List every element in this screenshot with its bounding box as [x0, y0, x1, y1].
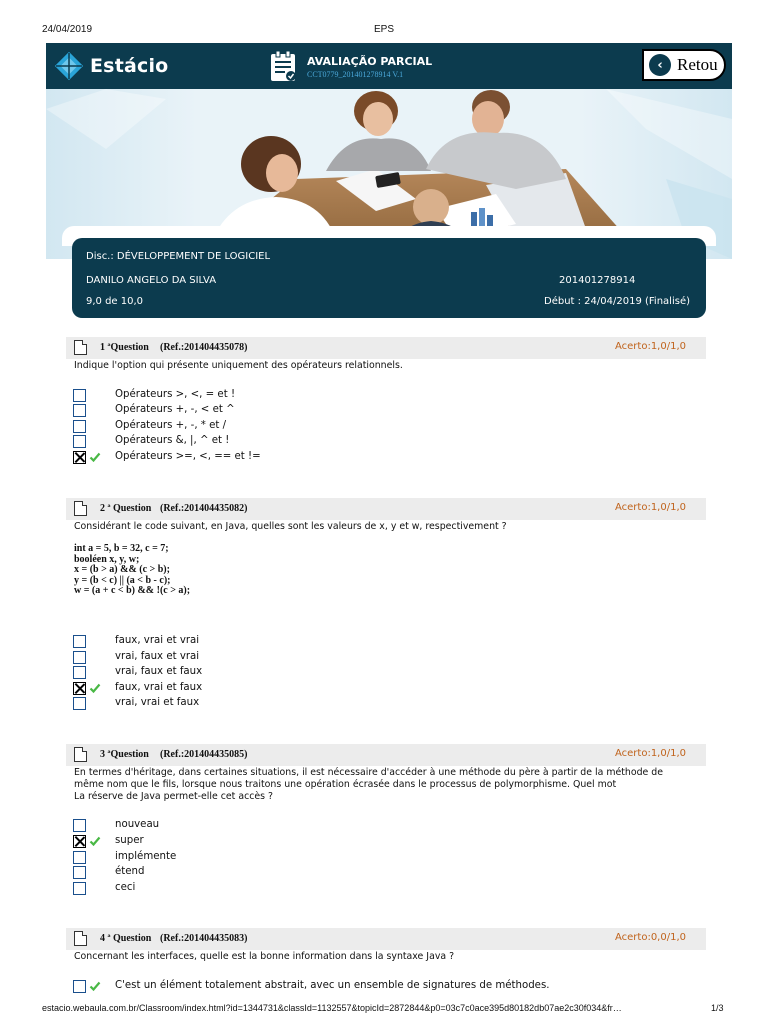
back-button[interactable] — [642, 49, 726, 81]
document-icon — [74, 340, 87, 355]
question-score: Acerto:1,0/1,0 — [614, 502, 686, 513]
evaluation-header — [268, 49, 432, 83]
answer-option[interactable] — [73, 866, 673, 880]
score: 9,0 de 10,0 — [86, 296, 144, 307]
option-checkbox[interactable] — [73, 851, 86, 864]
answer-option[interactable] — [73, 851, 673, 865]
estacio-logo-icon — [54, 51, 84, 81]
question-text-line: La réserve de Java permet-elle cet accès ? — [74, 791, 273, 802]
page-url: estacio.webaula.com.br/Classroom/index.html?id=1344731&classId=1132557&topicId=2872844&p0=03c7c0ace395d80182db07ae2c30f034&fr… — [42, 1003, 622, 1013]
option-checkbox[interactable] — [73, 866, 86, 879]
option-checkbox-checked[interactable] — [73, 451, 86, 464]
question-header — [66, 337, 706, 359]
option-text: Opérateurs +, -, * et / — [115, 420, 227, 431]
option-text: vrai, vrai et faux — [115, 697, 200, 708]
option-text: faux, vrai et faux — [115, 682, 203, 693]
answer-option[interactable] — [73, 697, 673, 711]
option-text: vrai, faux et vrai — [115, 651, 200, 662]
question-ref: (Ref.:201404435083) — [160, 933, 248, 944]
code-line: booléen x, y, w; — [74, 553, 140, 565]
question-text: Indique l'option qui présente uniquement des opérateurs relationnels. — [74, 360, 403, 371]
question-number: 4 ª Question — [100, 933, 152, 944]
discipline: Disc.: DÉVELOPPEMENT DE LOGICIEL — [86, 251, 271, 262]
code-snippet — [74, 544, 190, 597]
document-icon — [74, 747, 87, 762]
option-text: vrai, faux et faux — [115, 666, 203, 677]
question-ref: (Ref.:201404435085) — [160, 749, 248, 760]
option-text: Opérateurs +, -, < et ^ — [115, 404, 235, 415]
estacio-logo[interactable] — [54, 51, 168, 81]
answer-option[interactable] — [73, 666, 673, 680]
question-header — [66, 498, 706, 520]
option-checkbox[interactable] — [73, 980, 86, 993]
option-checkbox[interactable] — [73, 635, 86, 648]
answer-option[interactable] — [73, 420, 673, 434]
option-checkbox-checked[interactable] — [73, 835, 86, 848]
document-icon — [74, 931, 87, 946]
question-score: Acerto:0,0/1,0 — [614, 932, 686, 943]
checkmark-icon — [89, 451, 101, 463]
clipboard-check-icon — [268, 49, 298, 83]
question-text: Concernant les interfaces, quelle est la bonne information dans la syntaxe Java ? — [74, 951, 455, 962]
student-id: 201401278914 — [559, 275, 636, 286]
option-text: ceci — [115, 882, 136, 893]
question-text — [74, 767, 704, 803]
option-checkbox[interactable] — [73, 882, 86, 895]
question-number: 2 ª Question — [100, 503, 152, 514]
checkmark-icon — [89, 980, 101, 992]
code-line: x = (b > a) && (c > b); — [74, 564, 170, 575]
code-line: int a = 5, b = 32, c = 7; — [74, 543, 169, 554]
chevron-left-icon: ‹ — [649, 54, 671, 76]
code-line: w = (a + c < b) && !(c > a); — [74, 585, 191, 596]
document-icon — [74, 501, 87, 516]
question-score: Acerto:1,0/1,0 — [614, 341, 686, 352]
option-checkbox[interactable] — [73, 666, 86, 679]
checkmark-icon — [89, 835, 101, 847]
answer-option[interactable] — [73, 819, 673, 833]
student-name: DANILO ANGELO DA SILVA — [86, 275, 217, 286]
option-text: nouveau — [115, 819, 160, 830]
question-header — [66, 928, 706, 950]
answer-option[interactable] — [73, 389, 673, 403]
answer-option-selected[interactable] — [73, 682, 673, 696]
start-date: Début : 24/04/2019 (Finalisé) — [544, 296, 690, 307]
question-ref: (Ref.:201404435082) — [160, 503, 248, 514]
question-number: 3 ªQuestion — [100, 749, 149, 760]
print-date: 24/04/2019 — [42, 24, 93, 35]
option-text: Opérateurs >=, <, == et != — [115, 451, 261, 462]
answer-option-selected[interactable] — [73, 835, 673, 849]
option-checkbox[interactable] — [73, 697, 86, 710]
back-button-label: Retou — [677, 55, 718, 74]
option-text: super — [115, 835, 144, 846]
option-text: Opérateurs &, |, ^ et ! — [115, 435, 230, 446]
answer-option-correct[interactable] — [73, 980, 673, 994]
question-header — [66, 744, 706, 766]
option-checkbox[interactable] — [73, 435, 86, 448]
option-checkbox[interactable] — [73, 420, 86, 433]
option-checkbox[interactable] — [73, 819, 86, 832]
option-text: implémente — [115, 851, 177, 862]
option-text: Opérateurs >, <, = et ! — [115, 389, 236, 400]
question-number: 1 ªQuestion — [100, 342, 149, 353]
option-text: faux, vrai et vrai — [115, 635, 200, 646]
answer-option[interactable] — [73, 651, 673, 665]
evaluation-code: CCT0779_201401278914 V.1 — [307, 70, 404, 79]
code-line: y = (b < c) || (a < b - c); — [74, 574, 171, 586]
top-bar — [46, 43, 732, 89]
checkmark-icon — [89, 682, 101, 694]
option-checkbox[interactable] — [73, 404, 86, 417]
evaluation-title: AVALIAÇÃO PARCIAL — [307, 55, 433, 68]
option-text: étend — [115, 866, 145, 877]
answer-option-selected[interactable] — [73, 451, 673, 465]
question-text-line: même nom que le fils, lorsque nous traitons une opération écrasée dans le processus de polymorphisme. Quel mot — [74, 779, 617, 790]
info-card — [72, 238, 706, 318]
answer-option[interactable] — [73, 404, 673, 418]
answer-option[interactable] — [73, 435, 673, 449]
question-score: Acerto:1,0/1,0 — [614, 748, 686, 759]
option-checkbox[interactable] — [73, 389, 86, 402]
question-ref: (Ref.:201404435078) — [160, 342, 248, 353]
question-text-line: En termes d'héritage, dans certaines situations, il est nécessaire d'accéder à une méthode du père à partir de la méthode de — [74, 767, 664, 778]
option-checkbox-checked[interactable] — [73, 682, 86, 695]
print-title: EPS — [373, 24, 394, 35]
answer-option[interactable] — [73, 635, 673, 649]
question-text: Considérant le code suivant, en Java, quelles sont les valeurs de x, y et w, respectivement ? — [74, 521, 507, 532]
logo-text: Estácio — [90, 55, 169, 77]
page-number: 1/3 — [711, 1003, 724, 1013]
answer-option[interactable] — [73, 882, 673, 896]
option-text: C'est un élément totalement abstrait, avec un ensemble de signatures de méthodes. — [115, 980, 550, 991]
option-checkbox[interactable] — [73, 651, 86, 664]
